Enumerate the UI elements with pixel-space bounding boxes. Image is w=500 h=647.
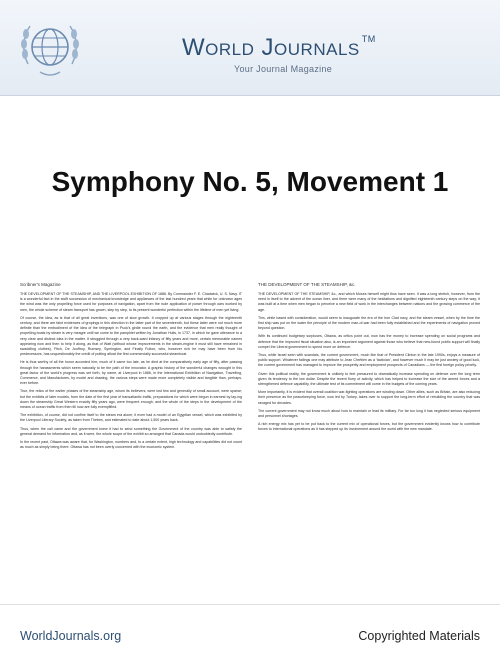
right-paragraph: This, while based with consideration, would seem to inaugurate the era of the Iron Clad navy, and the steam vessel, when by the time the first ship was put on the water the principle of the modern man-of-war had been fully established and the experiments of navigation proved beyond question. (258, 315, 480, 331)
left-paragraph: True, the relics of the earlier phases of the steamship age, whom its believers; were lost few and generally of small account, were sparse; but the exhibits of later models, from the date of the first year of transatlantic traffic, preparations for which were begun in earnest by lay-ing down the steamship Great Western exactly fifty years ago, were frequent enough, and the whole of the steps in the development of the means of ocean traffic from then till now are fully exemplified. (20, 389, 242, 410)
page-header (0, 0, 500, 96)
right-paragraph: More importantly, it is evident that overall coalition war-fighting operations are winding down. Other allies, such as Britain, are also reducing their presence as the peacekeeping force, now led by Turkey, takes over to support the long-term effort of rebuilding the country that was ravaged for decades. (258, 390, 480, 405)
right-paragraph: The current government may not know much about how to maintain or lead its military. For far too long it has neglected serious equipment and personnel shortages. (258, 408, 480, 419)
brand-text: World Journals (182, 34, 360, 61)
left-paragraph: Of course, the idea, as is that of all great inventions, was one of slow growth. It cropped up at various stages through the eighteenth century, and there are faint evidences of gropings in this direction in the latter part of the seventeenth, but these latter were not much more definite than the embodiment of the idea of the telegraph in Puck's girdle round the earth, and the evidence that men really thought of propelling boats by steam is very meagre until we come to the pamphlet written by Jonathan Hulls, in 1737, in which he gave utterance to a very clear and distinct idea in the matter. It struggled through a very back-ward infancy of fifty years and more, certain memorable names appearing now and then to help it along, as that of Watt (without whose improvements in the steam-engine it must still have remained in swaddling clothes), Fitch, De Jouffroy, Rumsey, Symington, and Finally Fulton, who, however rich he may have been from his predecessors, has unquestionably the credit of putting afloat the first commercially successful steamboat. (20, 315, 242, 357)
right-paragraph: THE DEVELOPMENT OF THE STEAMSHIP, &c., and which Moses himself might thus have seen. It was a long stretch, however, from the need in itself to the advent of the ocean liner, and there were many of the hesitations and dignified eighteenth century steps on the way; it was built at a time when men began to perceive a new field of work in the interchanges between nations and the growing commerce of the age. (258, 292, 480, 312)
page-title: Symphony No. 5, Movement 1 (51, 166, 449, 197)
left-paragraph: He is thus worthy of all the honor accorded him; much of it came too late, as he died at the comparatively early age of fifty, after passing through the harassments which seem naturally to be the path of the innovator. A graphic history of the wonderful changes wrought in this great factor of the world's progress was set forth, by name, at Liverpool in 1886, in the International Exhibition of Navigation, Travelling, Commerce, and Manufactures, by model and drawing, the various steps were made more completely visible and tangible than, perhaps, ever before. (20, 360, 242, 386)
left-column-label: Scribner's Magazine (20, 282, 61, 287)
right-paragraph: Thus, while Israel seen with scandals, the current government, much like that of President Clinton in the late 1990s, enjoys a measure of public support. Whatever failings one may attribute to Jean Chrétien as a 'tactician', and however much it may be just anxiety of good luck, the current government has managed to improve the prosperity and employment prospects of Canadians — the first foreign policy priority. (258, 353, 480, 368)
copyright-notice: Copyrighted Materials (358, 629, 480, 643)
left-paragraph: THE DEVELOPMENT OF THE STEAMSHIP, AND THE LIVERPOOL EXHIBITION OF 1886. By Commander F. E. Chadwick, U. S. Navy. IT is a wonderful fact in the swift succession of mechanical knowledge and appliances of the last hundred years that while for unknown ages the wind was the only propelling force used for purposes of navigation, apart from the rude application of power through oars worked by men, the whole scheme of steam transport has grown, step by step, to its present wonderful perfection within the lifetime of men yet living. (20, 292, 242, 312)
page-footer (0, 604, 500, 647)
right-column-label: THE DEVELOPMENT OF THE STEAMSHIP, &c. (258, 282, 356, 287)
trademark-mark: TM (361, 34, 376, 44)
laurel-globe-emblem-icon (18, 14, 82, 84)
left-column (20, 282, 242, 602)
left-paragraph: The exhibition, of course, did not confine itself to the steam era alone; it even had a model of an Egyptian vessel, which was exhibited by the Liverpool Literary Society, as taken from Thebes, and estimated to date about 1,500 years back. (20, 413, 242, 423)
right-column (258, 282, 480, 602)
site-link[interactable]: WorldJournals.org (20, 629, 122, 643)
right-paragraph: With its continued budgetary surpluses, Ottawa, as critics point out, now has the money to increase spending on social programs and defence that the improved fiscal situation also, is an important argument against those who believe that new-found public support will finally compel the Liberal government to spend more on defence. (258, 334, 480, 349)
right-paragraph: Given this political reality, the government is unlikely to feel pressured to dramatically increase spending on defence over the long term given its tendency to the low dollar. Despite the recent flurry of activity, which has helped to increase the size of the armed forces and a strengthened defence capability, the ultimate test of its commitment will come in the budgets of the coming years. (258, 371, 480, 387)
article-body (20, 282, 480, 602)
right-paragraph: A rich energy mix has yet to be put back to the current mix of operational forces, but the government evidently knows how to contribute forces to international operations as it has stepped up its involvement around the world with the new mandate. (258, 422, 480, 432)
left-paragraph: In the recent past, Ottawa was aware that, for Washington, numbers and, to a certain extent, high technology and capabilities did not count as much as simply being there. Ottawa has not been overly concerned with the economic system. (20, 440, 242, 450)
brand-tagline: Your Journal Magazine (234, 64, 333, 74)
left-paragraph: Thus, when the call came and the government knew it had to send something the Government of the country was able to satisfy the general demand for information and, as it were, the whole scope of the exhibit so arranged that Canada would undoubtedly contribute. (20, 426, 242, 436)
brand-name[interactable] (182, 34, 376, 62)
